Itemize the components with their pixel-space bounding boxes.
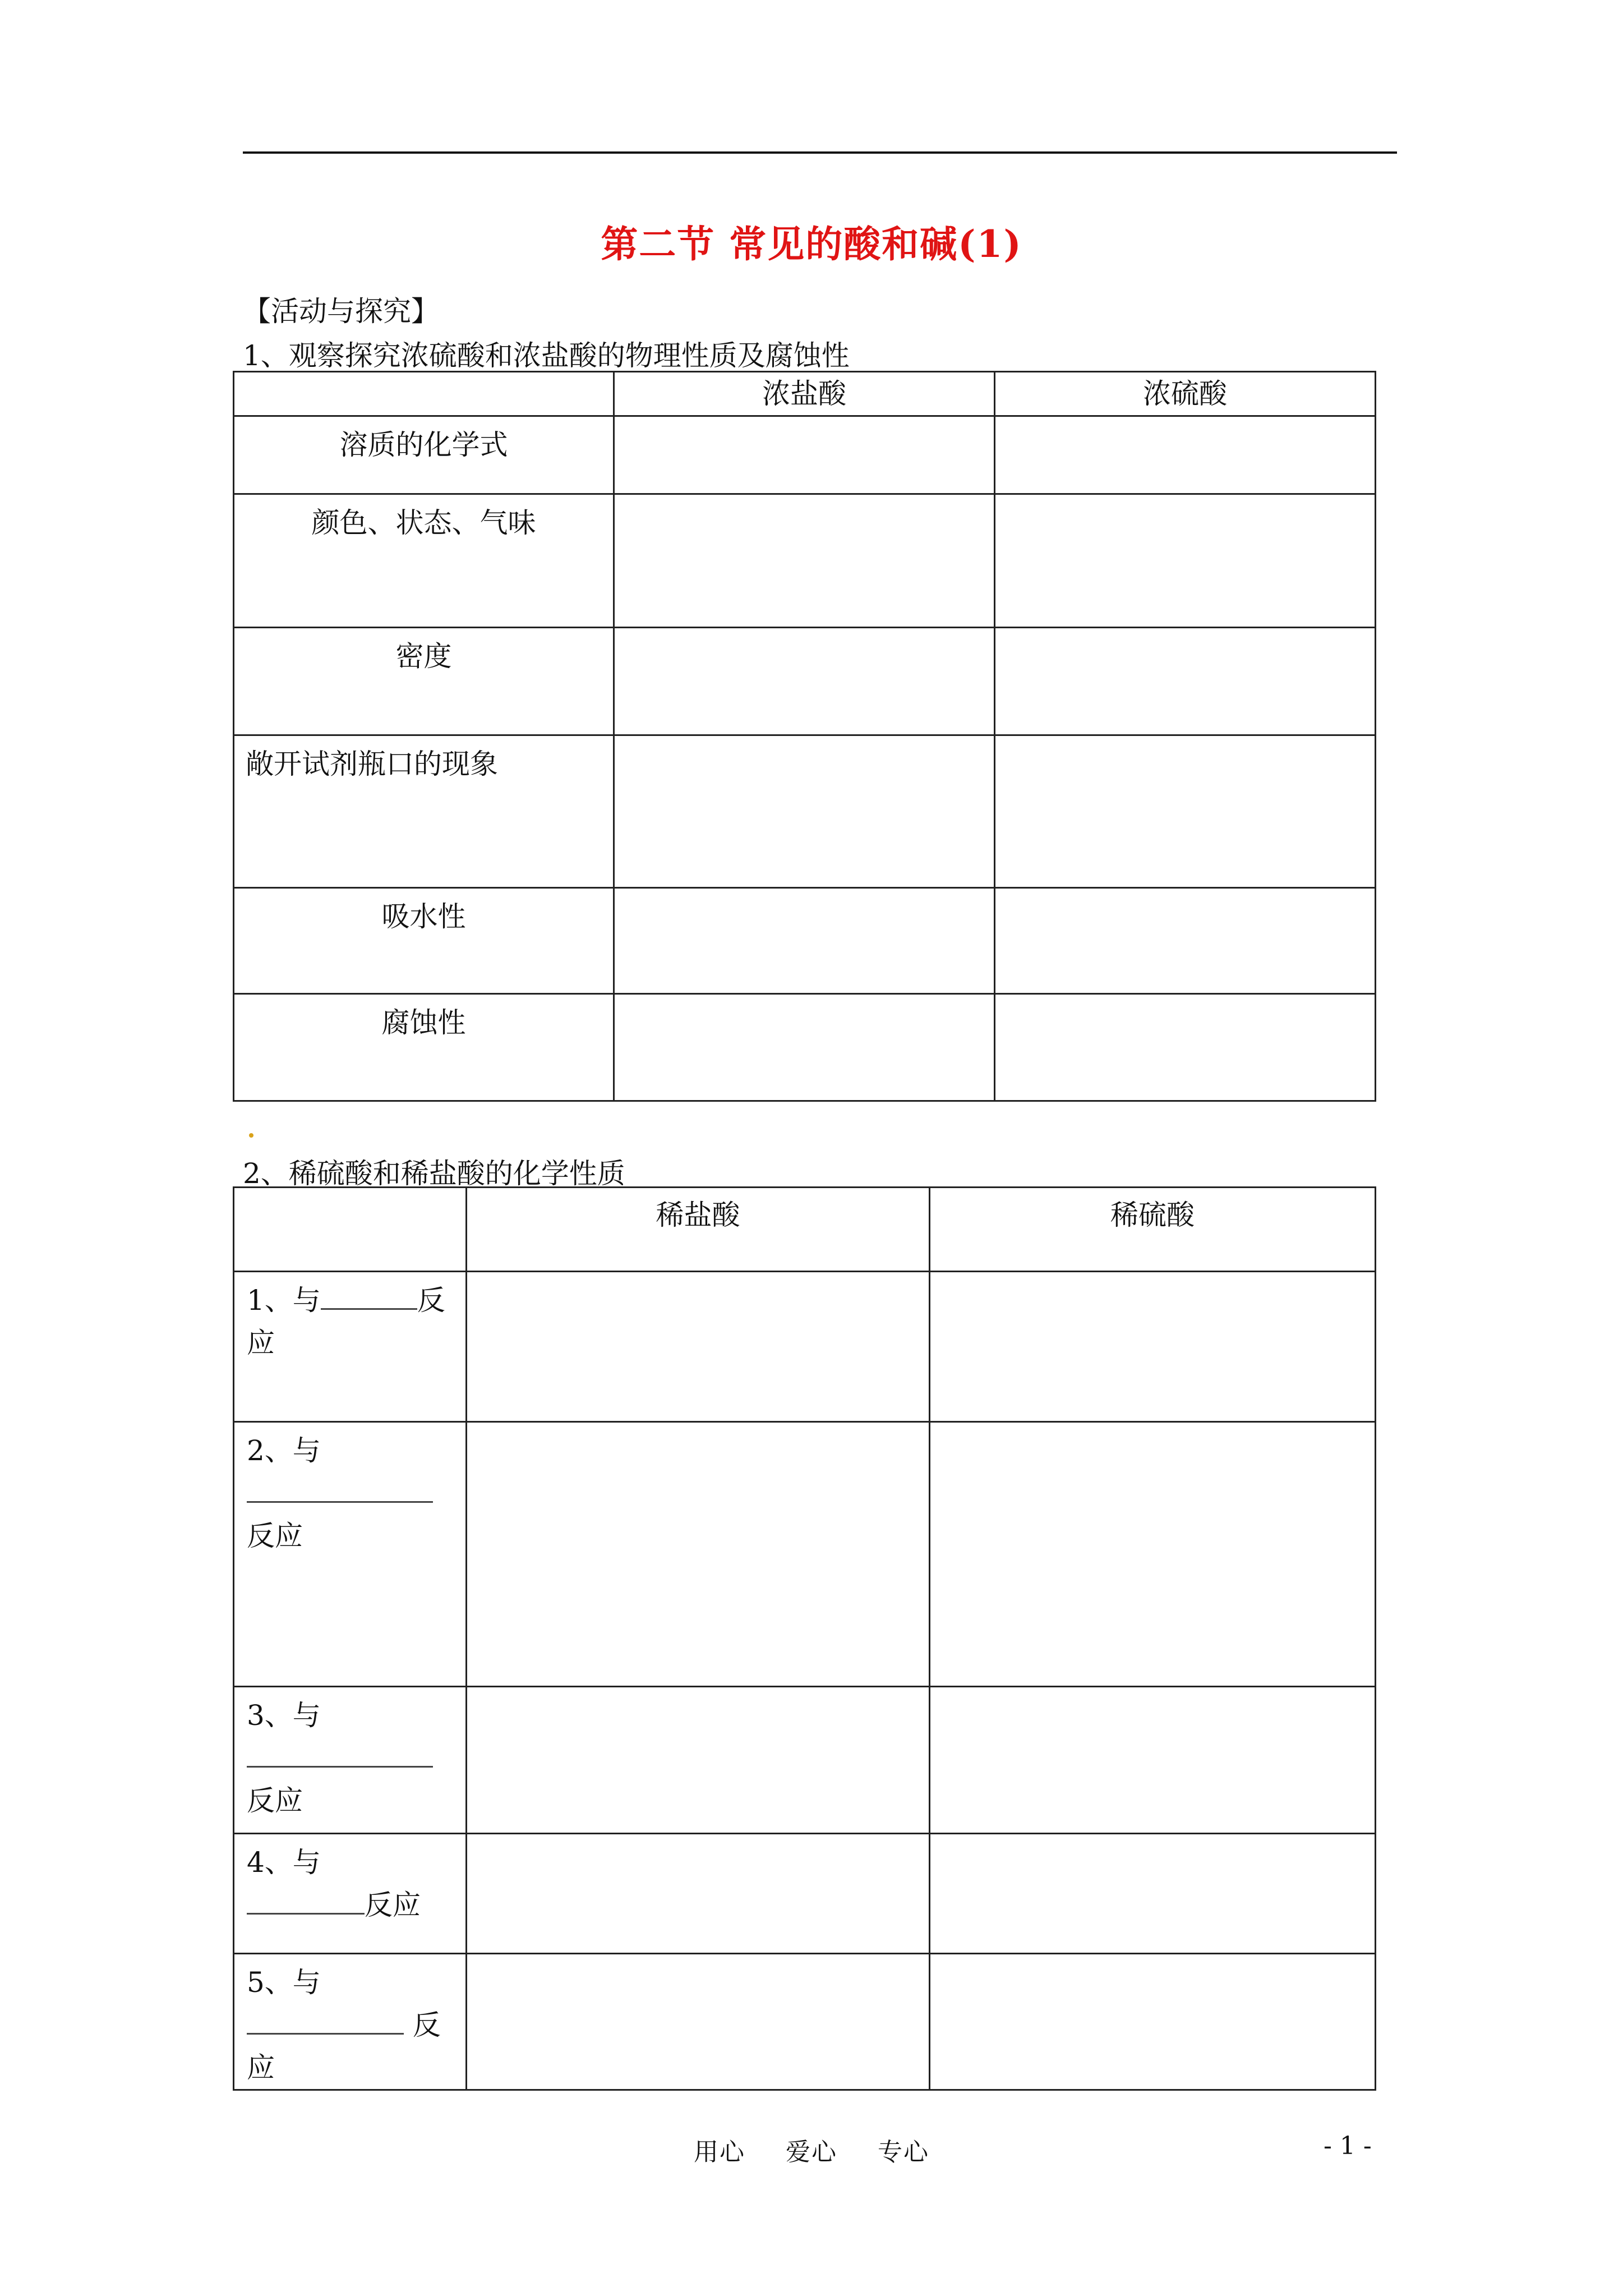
- answer-cell[interactable]: [614, 416, 995, 494]
- answer-cell[interactable]: [995, 735, 1376, 888]
- column-header: 稀硫酸: [930, 1188, 1376, 1272]
- fill-blank[interactable]: [247, 1473, 433, 1503]
- row-suffix: 反应: [247, 2009, 441, 2084]
- table-row: [234, 1834, 1376, 1954]
- row-prefix: 2、与: [247, 1434, 321, 1467]
- answer-cell[interactable]: [467, 1834, 930, 1954]
- answer-cell[interactable]: [614, 888, 995, 994]
- footer-motto: [0, 2132, 1623, 2168]
- row-prefix: 3、与: [247, 1699, 321, 1732]
- row-label: [234, 1422, 467, 1687]
- answer-cell[interactable]: [614, 735, 995, 888]
- row-label: [234, 1954, 467, 2090]
- answer-cell[interactable]: [930, 1422, 1376, 1687]
- footer-item: 爱心: [786, 2138, 837, 2166]
- row-prefix: 5、与: [247, 1966, 321, 1999]
- header-blank-cell: [234, 372, 614, 416]
- column-header: 浓盐酸: [614, 372, 995, 416]
- table-row: [234, 628, 1376, 735]
- table-row: [234, 416, 1376, 494]
- section-label: 【活动与探究】: [243, 295, 439, 328]
- page-number: - 1 -: [1324, 2132, 1372, 2160]
- row-suffix: 反应: [365, 1889, 421, 1921]
- footer-item: 专心: [878, 2138, 929, 2166]
- column-header: 稀盐酸: [467, 1188, 930, 1272]
- answer-cell[interactable]: [995, 494, 1376, 628]
- answer-cell[interactable]: [467, 1687, 930, 1834]
- answer-cell[interactable]: [995, 628, 1376, 735]
- answer-cell[interactable]: [995, 416, 1376, 494]
- row-suffix: 反应: [247, 1284, 445, 1359]
- header-rule: [243, 151, 1397, 154]
- row-label: [234, 1687, 467, 1834]
- chemical-properties-table: [233, 1186, 1376, 2091]
- row-suffix: 反应: [247, 1784, 303, 1817]
- table-row: [234, 494, 1376, 628]
- answer-cell[interactable]: [614, 994, 995, 1101]
- row-prefix: 4、与: [247, 1846, 321, 1879]
- page-title: 第二节 常见的酸和碱(1): [601, 222, 1022, 266]
- table-row: [234, 1954, 1376, 2090]
- table-header-row: [234, 372, 1376, 416]
- footer-item: 用心: [694, 2138, 745, 2166]
- question-1: 1、观察探究浓硫酸和浓盐酸的物理性质及腐蚀性: [243, 339, 850, 372]
- column-header: 浓硫酸: [995, 372, 1376, 416]
- row-label: [234, 1272, 467, 1422]
- row-label: 吸水性: [234, 888, 614, 994]
- fill-blank[interactable]: [247, 1738, 433, 1768]
- table-row: [234, 1422, 1376, 1687]
- answer-cell[interactable]: [930, 1272, 1376, 1422]
- answer-cell[interactable]: [995, 888, 1376, 994]
- answer-cell[interactable]: [930, 1687, 1376, 1834]
- row-label: 密度: [234, 628, 614, 735]
- row-label: 腐蚀性: [234, 994, 614, 1101]
- table-row: [234, 1272, 1376, 1422]
- row-label: 敞开试剂瓶口的现象: [234, 735, 614, 888]
- table-header-row: [234, 1188, 1376, 1272]
- answer-cell[interactable]: [467, 1422, 930, 1687]
- row-label: 溶质的化学式: [234, 416, 614, 494]
- answer-cell[interactable]: [930, 1834, 1376, 1954]
- stray-dot-mark: [249, 1133, 253, 1138]
- row-suffix: 反应: [247, 1520, 303, 1552]
- row-label: [234, 1834, 467, 1954]
- physical-properties-table: [233, 371, 1376, 1102]
- fill-blank[interactable]: [321, 1280, 417, 1310]
- answer-cell[interactable]: [467, 1272, 930, 1422]
- table-row: [234, 1687, 1376, 1834]
- table-row: [234, 994, 1376, 1101]
- question-2: 2、稀硫酸和稀盐酸的化学性质: [243, 1157, 625, 1190]
- row-prefix: 1、与: [247, 1284, 321, 1317]
- answer-cell[interactable]: [467, 1954, 930, 2090]
- table-row: [234, 735, 1376, 888]
- table-row: [234, 888, 1376, 994]
- answer-cell[interactable]: [614, 628, 995, 735]
- answer-cell[interactable]: [995, 994, 1376, 1101]
- fill-blank[interactable]: [247, 2005, 404, 2035]
- fill-blank[interactable]: [247, 1885, 365, 1915]
- answer-cell[interactable]: [930, 1954, 1376, 2090]
- header-blank-cell: [234, 1188, 467, 1272]
- answer-cell[interactable]: [614, 494, 995, 628]
- row-label: 颜色、状态、气味: [234, 494, 614, 628]
